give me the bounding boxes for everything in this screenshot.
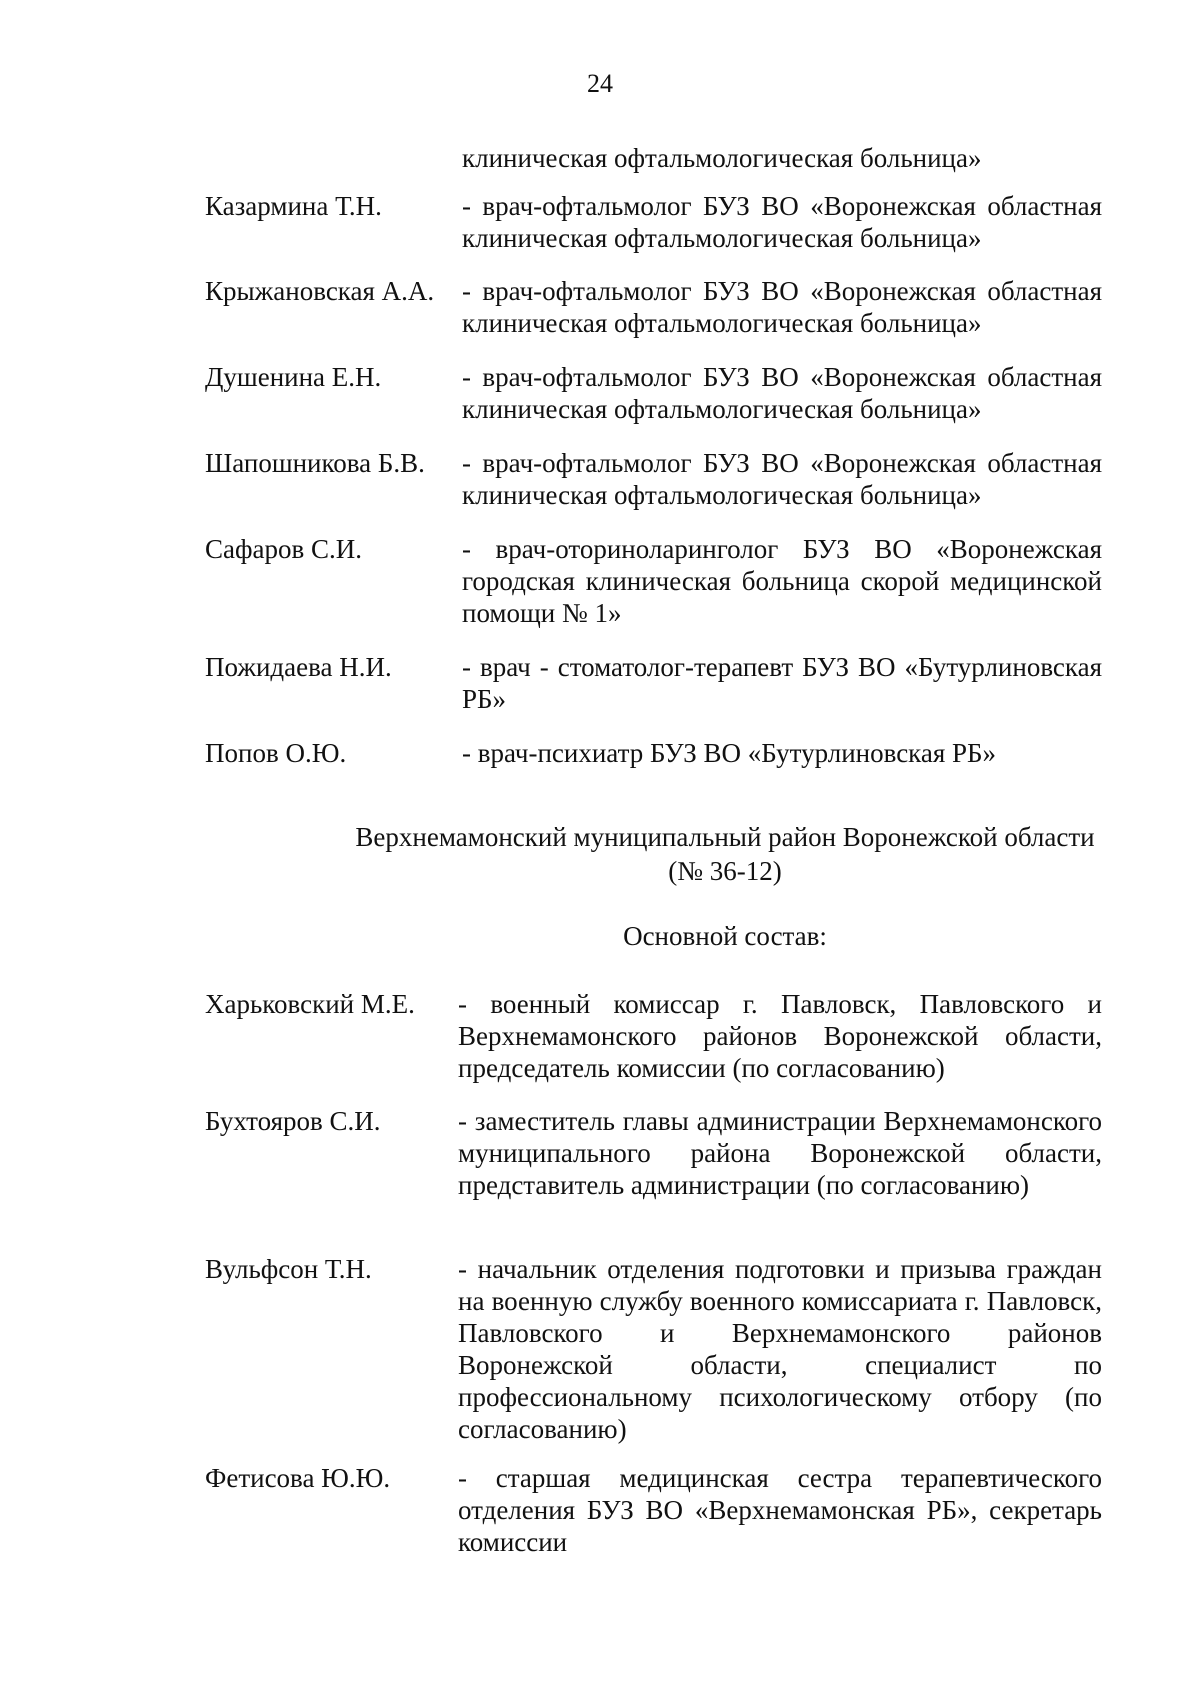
- member-name: Казармина Т.Н.: [205, 191, 382, 221]
- member-position: - врач-психиатр БУЗ ВО «Бутурлиновская РБ»: [462, 738, 997, 768]
- page-number: 24: [587, 69, 613, 98]
- member-position: - врач-офтальмолог БУЗ ВО «Воронежская областная клиническая офтальмологическая больница»: [462, 276, 1102, 338]
- member-position: - врач-оториноларинголог БУЗ ВО «Воронежская городская клиническая больница скорой медицинской помощи № 1»: [462, 534, 1102, 628]
- member-name: Фетисова Ю.Ю.: [205, 1463, 391, 1493]
- section-subheading: Основной состав:: [623, 921, 827, 951]
- member-name: Шапошникова Б.В.: [205, 448, 425, 478]
- member-position: - старшая медицинская сестра терапевтического отделения БУЗ ВО «Верхнемамонская РБ», секретарь комиссии: [458, 1463, 1102, 1557]
- member-name: Бухтояров С.И.: [205, 1106, 381, 1136]
- member-position: - военный комиссар г. Павловск, Павловского и Верхнемамонского районов Воронежской области, председатель комиссии (по согласованию): [458, 989, 1102, 1083]
- member-position: - заместитель главы администрации Верхнемамонского муниципального района Воронежской области, представитель администрации (по согласованию): [458, 1106, 1102, 1200]
- member-position: - врач - стоматолог-терапевт БУЗ ВО «Бутурлиновская РБ»: [462, 652, 1102, 714]
- continuation-text: клиническая офтальмологическая больница»: [462, 143, 982, 173]
- member-name: Вульфсон Т.Н.: [205, 1254, 372, 1284]
- region-title-line1: Верхнемамонский муниципальный район Воронежской области: [355, 822, 1095, 852]
- region-title: [0, 820, 1200, 888]
- member-name: Харьковский М.Е.: [205, 989, 415, 1019]
- member-position: - врач-офтальмолог БУЗ ВО «Воронежская областная клиническая офтальмологическая больница»: [462, 448, 1102, 510]
- member-name: Сафаров С.И.: [205, 534, 362, 564]
- member-name: Пожидаева Н.И.: [205, 652, 392, 682]
- member-name: Крыжановская А.А.: [205, 276, 435, 306]
- member-name: Душенина Е.Н.: [205, 362, 382, 392]
- region-title-line2: (№ 36-12): [668, 856, 782, 886]
- member-position: - начальник отделения подготовки и призыва граждан на военную службу военного комиссариата г. Павловск, Павловского и Верхнемамонского районов Воронежской области, специалист по профессиональному психологическому отбору (по согласованию): [458, 1254, 1102, 1444]
- member-position: - врач-офтальмолог БУЗ ВО «Воронежская областная клиническая офтальмологическая больница»: [462, 362, 1102, 424]
- member-position: - врач-офтальмолог БУЗ ВО «Воронежская областная клиническая офтальмологическая больница»: [462, 191, 1102, 253]
- member-name: Попов О.Ю.: [205, 738, 347, 768]
